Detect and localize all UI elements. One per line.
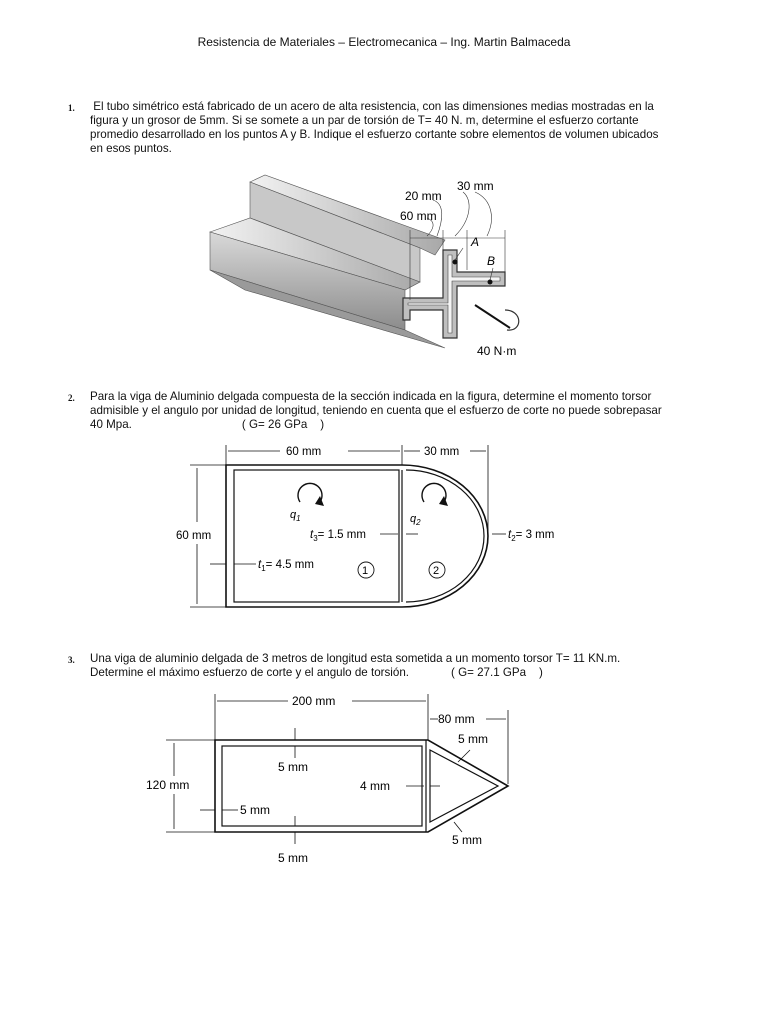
dim-200-label: 200 mm — [292, 694, 336, 708]
problem-number: 3. — [68, 655, 75, 665]
problem-number: 2. — [68, 393, 75, 403]
g-value: ( G= 26 GPa ) — [241, 418, 325, 431]
problem-text — [90, 652, 718, 680]
dim-30-label: 30 mm — [457, 179, 494, 193]
text-line: Para la viga de Aluminio delgada compuesta de la sección indicada en la figura, determine el momento torsor — [90, 390, 652, 403]
torque-axis — [475, 305, 510, 328]
q1-label: $q_1$ — [290, 509, 301, 523]
dim-top-30-label: 30 mm — [424, 446, 460, 458]
problem-text — [90, 100, 718, 156]
figure-section-3 — [140, 690, 520, 868]
t-bottom-label: 5 mm — [278, 851, 308, 865]
text-line — [90, 418, 718, 432]
text-line — [90, 666, 718, 680]
t2-label: $t_2= 3$ mm — [508, 529, 555, 543]
point-b-marker — [488, 280, 493, 285]
point-b-label: B — [487, 254, 496, 268]
t-tri-bottom-label: 5 mm — [452, 833, 482, 847]
dim-arrow — [454, 822, 462, 832]
text-line: El tubo simétrico está fabricado de un acero de alta resistencia, con las dimensiones medias mostradas en la — [90, 100, 654, 113]
text-line-part: Determine el máximo esfuerzo de corte y el angulo de torsión. — [90, 666, 409, 679]
torque-label: 40 N·m — [477, 344, 517, 358]
point-a-label: A — [471, 235, 480, 249]
dim-left-60-label: 60 mm — [176, 530, 212, 542]
problem-2 — [68, 390, 718, 432]
problem-text — [90, 390, 718, 432]
g-value: ( G= 27.1 GPa ) — [451, 666, 543, 679]
cell-1-label: 1 — [362, 565, 369, 577]
t-mid-label: 4 mm — [360, 779, 390, 793]
dim-leader — [475, 192, 491, 236]
text-line-part: 40 Mpa. — [90, 418, 132, 431]
dim-top-60-label: 60 mm — [286, 446, 322, 458]
t-top-label: 5 mm — [278, 760, 308, 774]
figure-section-2 — [170, 440, 590, 615]
t-left-label: 5 mm — [240, 803, 270, 817]
dim-120-label: 120 mm — [146, 778, 190, 792]
problem-3 — [68, 652, 718, 680]
page-header: Resistencia de Materiales – Electromecanica – Ing. Martin Balmaceda — [197, 35, 571, 49]
text-line: figura y un grosor de 5mm. Si se somete a un par de torsión de T= 40 N. m, determine el esfuerzo cortante — [90, 114, 639, 127]
dim-leader — [455, 192, 469, 236]
point-a-marker — [453, 260, 458, 265]
q2-label: $q_2$ — [410, 513, 421, 527]
t1-label: $t_1= 4.5$ mm — [258, 559, 314, 573]
problem-number: 1. — [68, 103, 75, 113]
problem-1 — [68, 100, 718, 156]
t-tri-top-label: 5 mm — [458, 732, 488, 746]
text-line: en esos puntos. — [90, 142, 172, 155]
text-line: promedio desarrollado en los puntos A y B. Indique el esfuerzo cortante sobre elementos de volumen ubicados — [90, 128, 659, 141]
text-line: Una viga de aluminio delgada de 3 metros de longitud esta sometida a un momento torsor T= 11 KN.m. — [90, 652, 621, 665]
t3-label: $t_3= 1.5$ mm — [310, 529, 366, 543]
figure-tube-3d — [205, 170, 535, 362]
dim-80-label: 80 mm — [438, 712, 475, 726]
dim-20-label: 20 mm — [405, 189, 442, 203]
text-line: admisible y el angulo por unidad de longitud, teniendo en cuenta que el esfuerzo de corte no puede sobrepasar — [90, 404, 662, 417]
dim-60-label: 60 mm — [400, 209, 437, 223]
cell-2-label: 2 — [433, 565, 440, 577]
